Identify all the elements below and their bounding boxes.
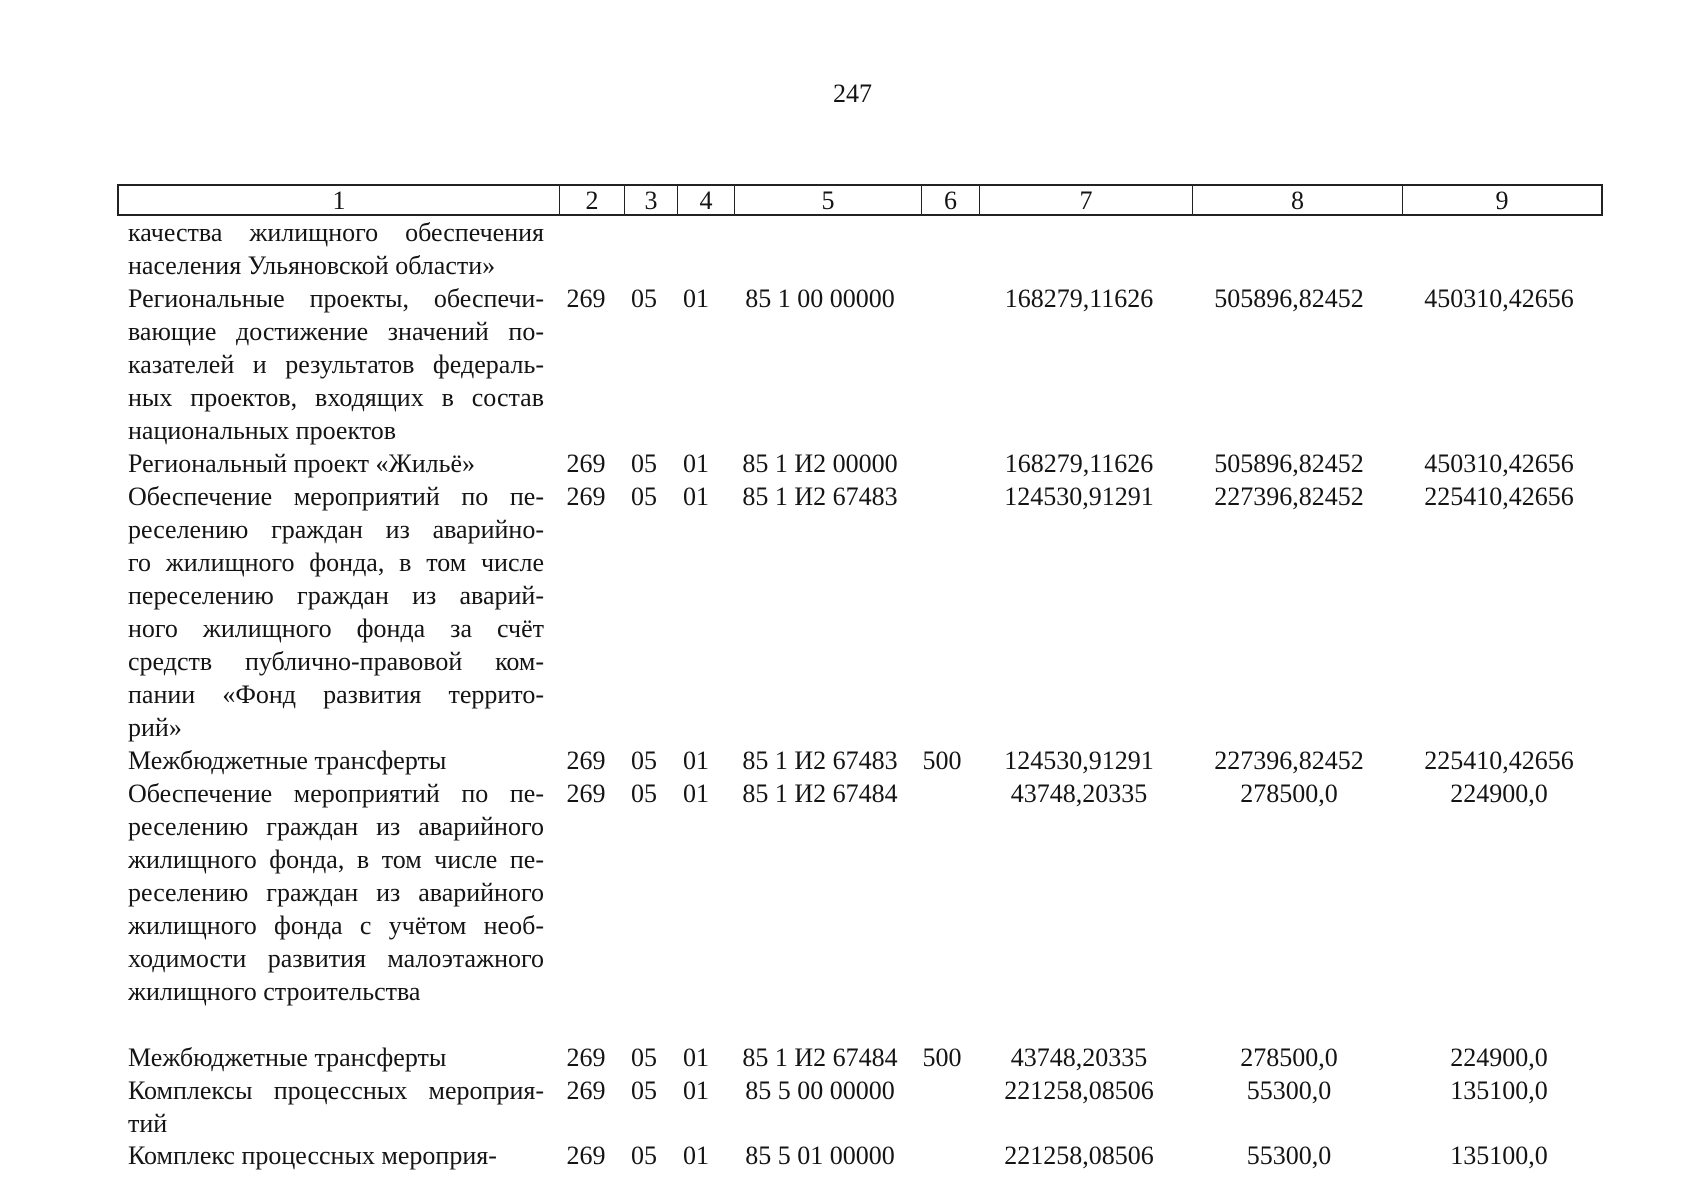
description-line: жилищного фонда с учётом необ- bbox=[128, 911, 544, 940]
table-cell-c9: 224900,0 bbox=[1450, 779, 1548, 808]
table-cell-c4: 01 bbox=[683, 1043, 709, 1072]
header-col-5: 5 bbox=[735, 186, 922, 214]
description-line: казателей и результатов федераль- bbox=[128, 350, 544, 379]
table-cell-c8: 55300,0 bbox=[1246, 1076, 1332, 1105]
header-col-9: 9 bbox=[1495, 186, 1509, 215]
table-cell-c2: 269 bbox=[566, 449, 606, 478]
header-col-7: 7 bbox=[980, 186, 1193, 214]
table-cell-c8: 227396,82452 bbox=[1214, 482, 1364, 511]
page-number: 247 bbox=[833, 79, 872, 108]
table-header-row bbox=[117, 184, 1603, 216]
table-cell-c3: 05 bbox=[631, 1076, 657, 1105]
table-cell-c3: 05 bbox=[631, 1141, 657, 1170]
table-cell-c9: 225410,42656 bbox=[1424, 746, 1574, 775]
table-cell-c8: 278500,0 bbox=[1240, 1043, 1338, 1072]
row-description bbox=[128, 480, 544, 744]
description-line: национальных проектов bbox=[128, 416, 397, 445]
table-cell-c7: 43748,20335 bbox=[1010, 779, 1148, 808]
description-line: Обеспечение мероприятий по пе- bbox=[128, 779, 544, 808]
description-line: Региональные проекты, обеспечи- bbox=[128, 284, 544, 313]
table-cell-c3: 05 bbox=[631, 284, 657, 313]
table-cell-c5: 85 1 И2 67483 bbox=[742, 746, 898, 775]
table-cell-c8: 278500,0 bbox=[1240, 779, 1338, 808]
description-line: вающие достижение значений по- bbox=[128, 317, 544, 346]
description-line: Межбюджетные трансферты bbox=[128, 1043, 447, 1072]
description-line: средств публично-правовой ком- bbox=[128, 647, 544, 676]
description-line: пании «Фонд развития террито- bbox=[128, 680, 544, 709]
table-cell-c5: 85 1 00 00000 bbox=[745, 284, 895, 313]
header-col-1: 1 bbox=[119, 186, 560, 214]
row-description bbox=[128, 1074, 544, 1140]
description-line: реселению граждан из аварийного bbox=[128, 812, 544, 841]
description-line: рий» bbox=[128, 713, 182, 742]
description-line: ного жилищного фонда за счёт bbox=[128, 614, 544, 643]
row-description bbox=[128, 1041, 544, 1074]
table-cell-c2: 269 bbox=[566, 746, 606, 775]
row-description bbox=[128, 1139, 544, 1172]
table-cell-c7: 168279,11626 bbox=[1004, 449, 1154, 478]
table-cell-c3: 05 bbox=[631, 746, 657, 775]
table-cell-c7: 221258,08506 bbox=[1004, 1141, 1154, 1170]
description-line: Межбюджетные трансферты bbox=[128, 746, 447, 775]
row-description bbox=[128, 447, 544, 480]
description-line: Региональный проект «Жильё» bbox=[128, 449, 476, 478]
table-cell-c9: 135100,0 bbox=[1450, 1141, 1548, 1170]
table-cell-c4: 01 bbox=[683, 779, 709, 808]
table-cell-c3: 05 bbox=[631, 482, 657, 511]
table-cell-c4: 01 bbox=[683, 1141, 709, 1170]
description-line: Комплекс процессных мероприя- bbox=[128, 1141, 497, 1170]
table-cell-c2: 269 bbox=[566, 284, 606, 313]
header-col-8: 8 bbox=[1193, 186, 1403, 214]
table-cell-c4: 01 bbox=[683, 449, 709, 478]
header-col-3: 3 bbox=[625, 186, 678, 214]
table-cell-c5: 85 1 И2 67483 bbox=[742, 482, 898, 511]
table-cell-c5: 85 5 01 00000 bbox=[745, 1141, 895, 1170]
table-cell-c5: 85 1 И2 67484 bbox=[742, 779, 898, 808]
description-line: населения Ульяновской области» bbox=[128, 251, 496, 280]
header-col-2: 2 bbox=[560, 186, 625, 214]
description-line: реселению граждан из аварийно- bbox=[128, 515, 544, 544]
description-line: ходимости развития малоэтажного bbox=[128, 944, 544, 973]
description-line: переселению граждан из аварий- bbox=[128, 581, 544, 610]
table-cell-c7: 124530,91291 bbox=[1004, 482, 1154, 511]
table-cell-c3: 05 bbox=[631, 1043, 657, 1072]
header-col-6: 6 bbox=[922, 186, 980, 214]
table-cell-c5: 85 1 И2 00000 bbox=[742, 449, 898, 478]
table-cell-c5: 85 1 И2 67484 bbox=[742, 1043, 898, 1072]
description-line: Комплексы процессных мероприя- bbox=[128, 1076, 544, 1105]
table-cell-c9: 224900,0 bbox=[1450, 1043, 1548, 1072]
description-line: ных проектов, входящих в состав bbox=[128, 383, 544, 412]
table-cell-c6: 500 bbox=[922, 746, 962, 775]
table-cell-c9: 450310,42656 bbox=[1424, 449, 1574, 478]
table-cell-c8: 505896,82452 bbox=[1214, 449, 1364, 478]
table-cell-c9: 225410,42656 bbox=[1424, 482, 1574, 511]
table-cell-c7: 43748,20335 bbox=[1010, 1043, 1148, 1072]
row-description bbox=[128, 744, 544, 777]
table-cell-c2: 269 bbox=[566, 482, 606, 511]
table-cell-c2: 269 bbox=[566, 1043, 606, 1072]
table-cell-c6: 500 bbox=[922, 1043, 962, 1072]
description-line: тий bbox=[128, 1109, 168, 1138]
row-description bbox=[128, 282, 544, 447]
table-cell-c2: 269 bbox=[566, 1141, 606, 1170]
description-line: Обеспечение мероприятий по пе- bbox=[128, 482, 544, 511]
description-line: качества жилищного обеспечения bbox=[128, 218, 544, 247]
description-line: жилищного строительства bbox=[128, 977, 421, 1006]
table-cell-c4: 01 bbox=[683, 482, 709, 511]
table-cell-c4: 01 bbox=[683, 1076, 709, 1105]
table-cell-c3: 05 bbox=[631, 779, 657, 808]
table-cell-c7: 124530,91291 bbox=[1004, 746, 1154, 775]
row-description bbox=[128, 777, 544, 1008]
table-cell-c2: 269 bbox=[566, 779, 606, 808]
table-cell-c7: 221258,08506 bbox=[1004, 1076, 1154, 1105]
table-cell-c9: 135100,0 bbox=[1450, 1076, 1548, 1105]
table-cell-c2: 269 bbox=[566, 1076, 606, 1105]
table-cell-c5: 85 5 00 00000 bbox=[745, 1076, 895, 1105]
table-cell-c9: 450310,42656 bbox=[1424, 284, 1574, 313]
table-cell-c8: 227396,82452 bbox=[1214, 746, 1364, 775]
table-cell-c4: 01 bbox=[683, 284, 709, 313]
table-cell-c8: 505896,82452 bbox=[1214, 284, 1364, 313]
description-line: го жилищного фонда, в том числе bbox=[128, 548, 544, 577]
row-description bbox=[128, 216, 544, 282]
description-line: жилищного фонда, в том числе пе- bbox=[128, 845, 544, 874]
table-cell-c3: 05 bbox=[631, 449, 657, 478]
table-cell-c7: 168279,11626 bbox=[1004, 284, 1154, 313]
header-col-4: 4 bbox=[678, 186, 735, 214]
description-line: реселению граждан из аварийного bbox=[128, 878, 544, 907]
table-cell-c4: 01 bbox=[683, 746, 709, 775]
table-cell-c8: 55300,0 bbox=[1246, 1141, 1332, 1170]
